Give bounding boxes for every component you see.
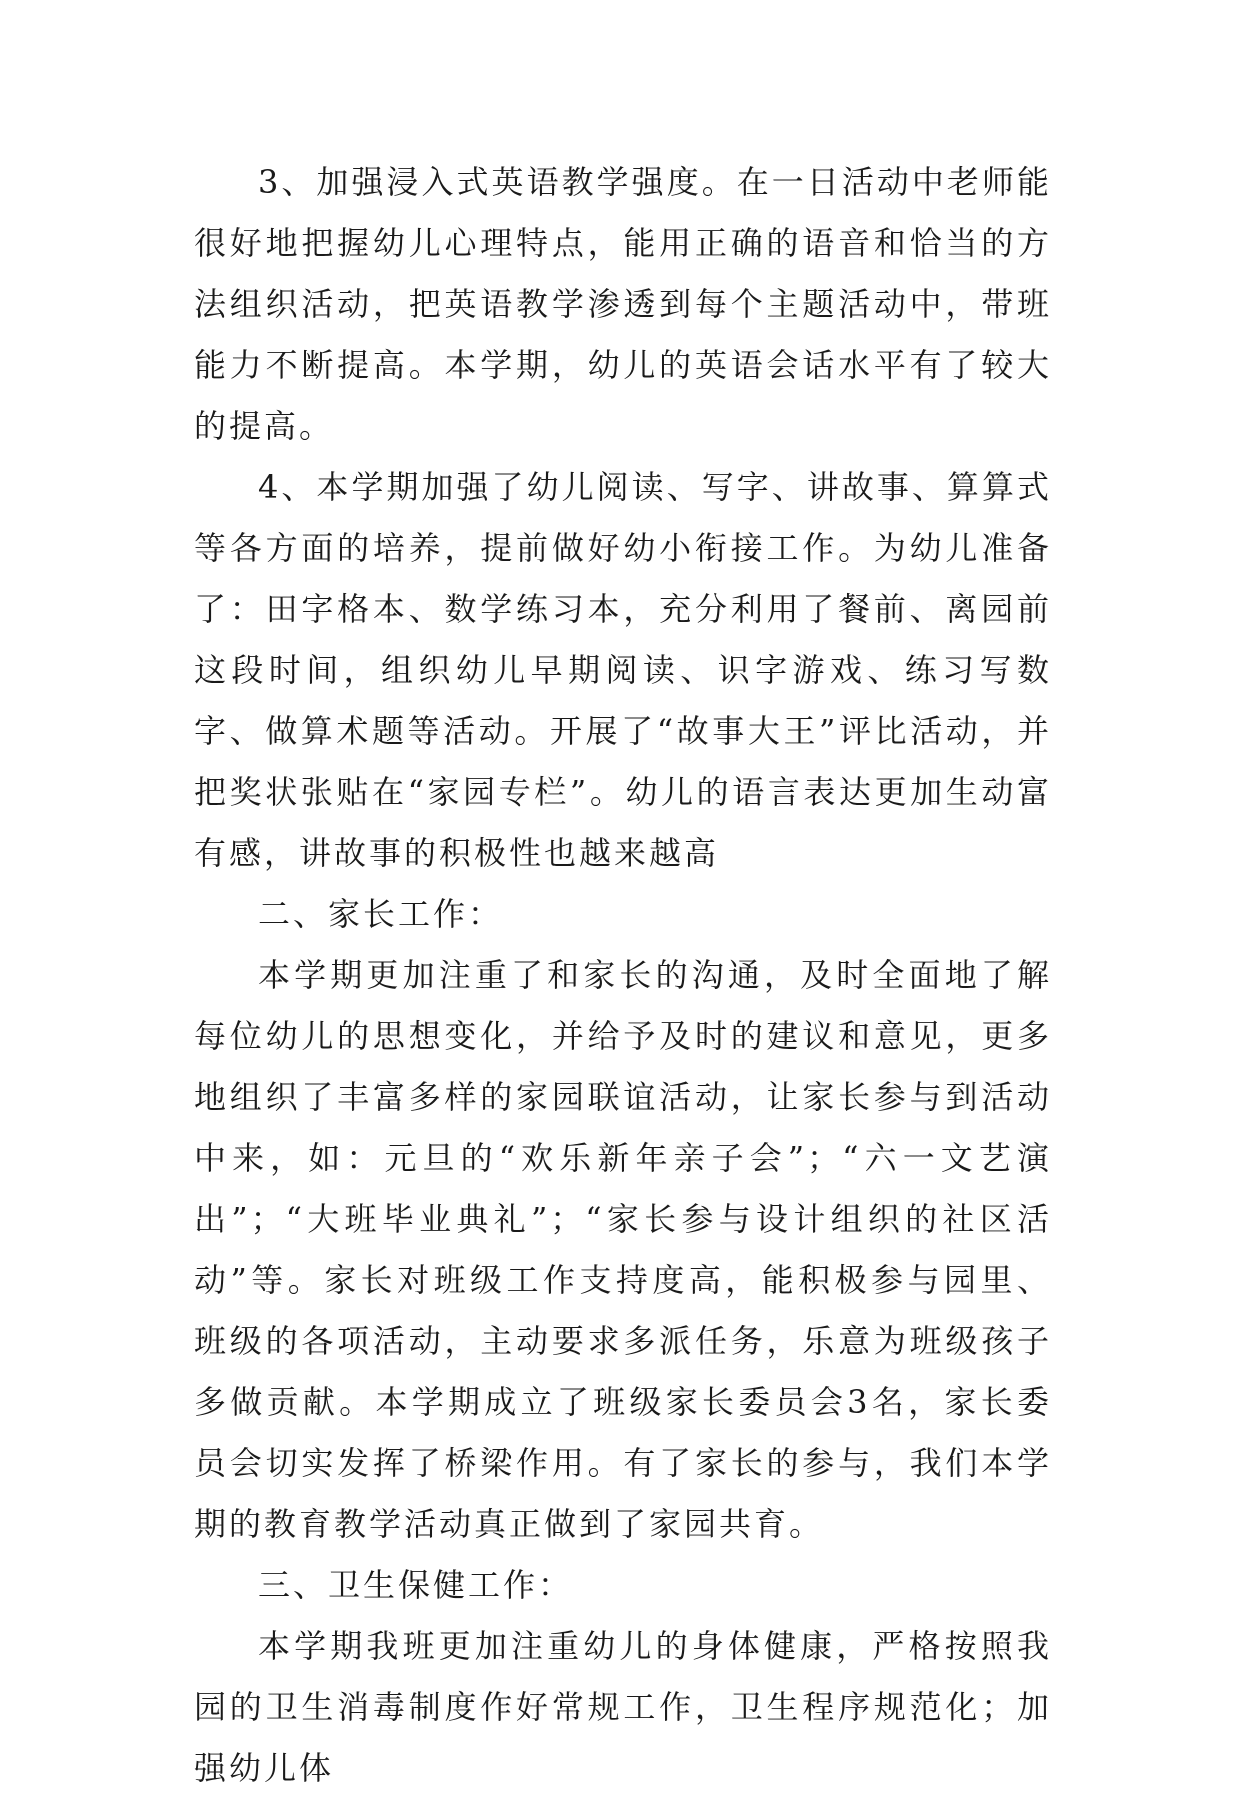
paragraph-health-work: 本学期我班更加注重幼儿的身体健康，严格按照我园的卫生消毒制度作好常规工作，卫生程序规范化；加强幼儿体: [194, 1627, 1052, 1787]
document-body: [194, 152, 1052, 1799]
paragraph-parent-work: 本学期更加注重了和家长的沟通，及时全面地了解每位幼儿的思想变化，并给予及时的建议和意见，更多地组织了丰富多样的家园联谊活动，让家长参与到活动中来，如：元旦的“欢乐新年亲子会”；“六一文艺演出”；“大班毕业典礼”；“家长参与设计组织的社区活动”等。家长对班级工作支持度高，能积极参与园里、班级的各项活动，主动要求多派任务，乐意为班级孩子多做贡献。本学期成立了班级家长委员会3名，家长委员会切实发挥了桥梁作用。有了家长的参与，我们本学期的教育教学活动真正做到了家园共育。: [194, 956, 1052, 1543]
section-heading-health-work: 三、卫生保健工作：: [258, 1566, 574, 1604]
paragraph-reading-writing: 4、本学期加强了幼儿阅读、写字、讲故事、算算式等各方面的培养，提前做好幼小衔接工作。为幼儿准备了：田字格本、数学练习本，充分利用了餐前、离园前这段时间，组织幼儿早期阅读、识字游戏、练习写数字、做算术题等活动。开展了“故事大王”评比活动，并把奖状张贴在“家园专栏”。幼儿的语言表达更加生动富有感，讲故事的积极性也越来越高: [194, 468, 1052, 872]
paragraph-english-teaching: 3、加强浸入式英语教学强度。在一日活动中老师能很好地把握幼儿心理特点，能用正确的语音和恰当的方法组织活动，把英语教学渗透到每个主题活动中，带班能力不断提高。本学期，幼儿的英语会话水平有了较大的提高。: [194, 163, 1052, 445]
section-heading-parent-work: 二、家长工作：: [258, 895, 504, 933]
